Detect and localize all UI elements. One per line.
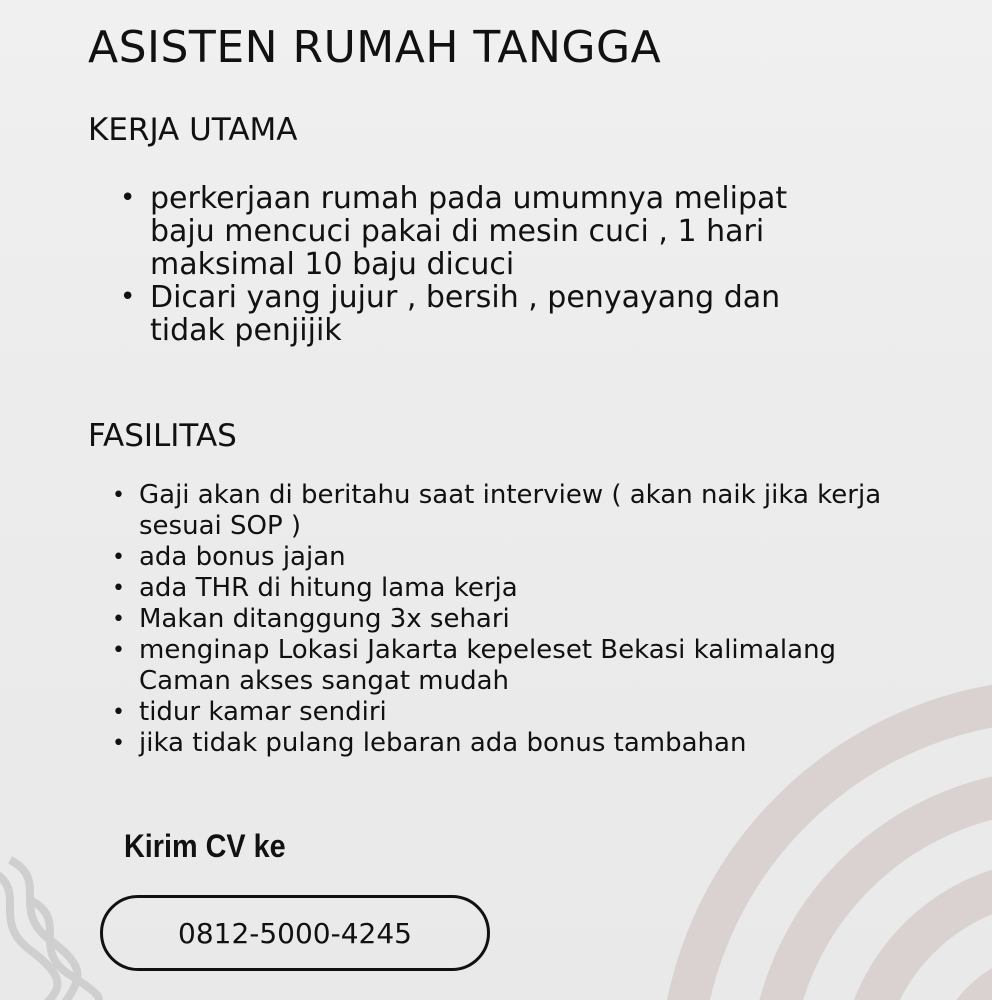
wavy-lines-decoration <box>0 860 99 1000</box>
page-title: ASISTEN RUMAH TANGGA <box>88 22 662 73</box>
list-item: • perkerjaan rumah pada umumnya melipat baju mencuci pakai di mesin cuci , 1 hari maksimal 10 baju dicuci <box>120 182 860 281</box>
section-heading-fasilitas: FASILITAS <box>88 418 237 454</box>
section-heading-kerja-utama: KERJA UTAMA <box>88 112 298 148</box>
list-item: • ada bonus jajan <box>112 542 882 573</box>
phone-number: 0812-5000-4245 <box>178 916 412 950</box>
kerja-utama-list <box>120 182 860 347</box>
list-item: • ada THR di hitung lama kerja <box>112 573 882 604</box>
list-item: • Gaji akan di beritahu saat interview ( akan naik jika kerja sesuai SOP ) <box>112 480 882 542</box>
list-item: • tidur kamar sendiri <box>112 697 882 728</box>
list-item: • Makan ditanggung 3x sehari <box>112 604 882 635</box>
list-item: • Dicari yang jujur , bersih , penyayang dan tidak penjijik <box>120 281 860 347</box>
fasilitas-list <box>112 480 882 759</box>
phone-number-button[interactable] <box>100 895 490 971</box>
send-cv-label: Kirim CV ke <box>124 828 286 864</box>
list-item: • jika tidak pulang lebaran ada bonus tambahan <box>112 728 882 759</box>
list-item: • menginap Lokasi Jakarta kepeleset Bekasi kalimalang Caman akses sangat mudah <box>112 635 882 697</box>
